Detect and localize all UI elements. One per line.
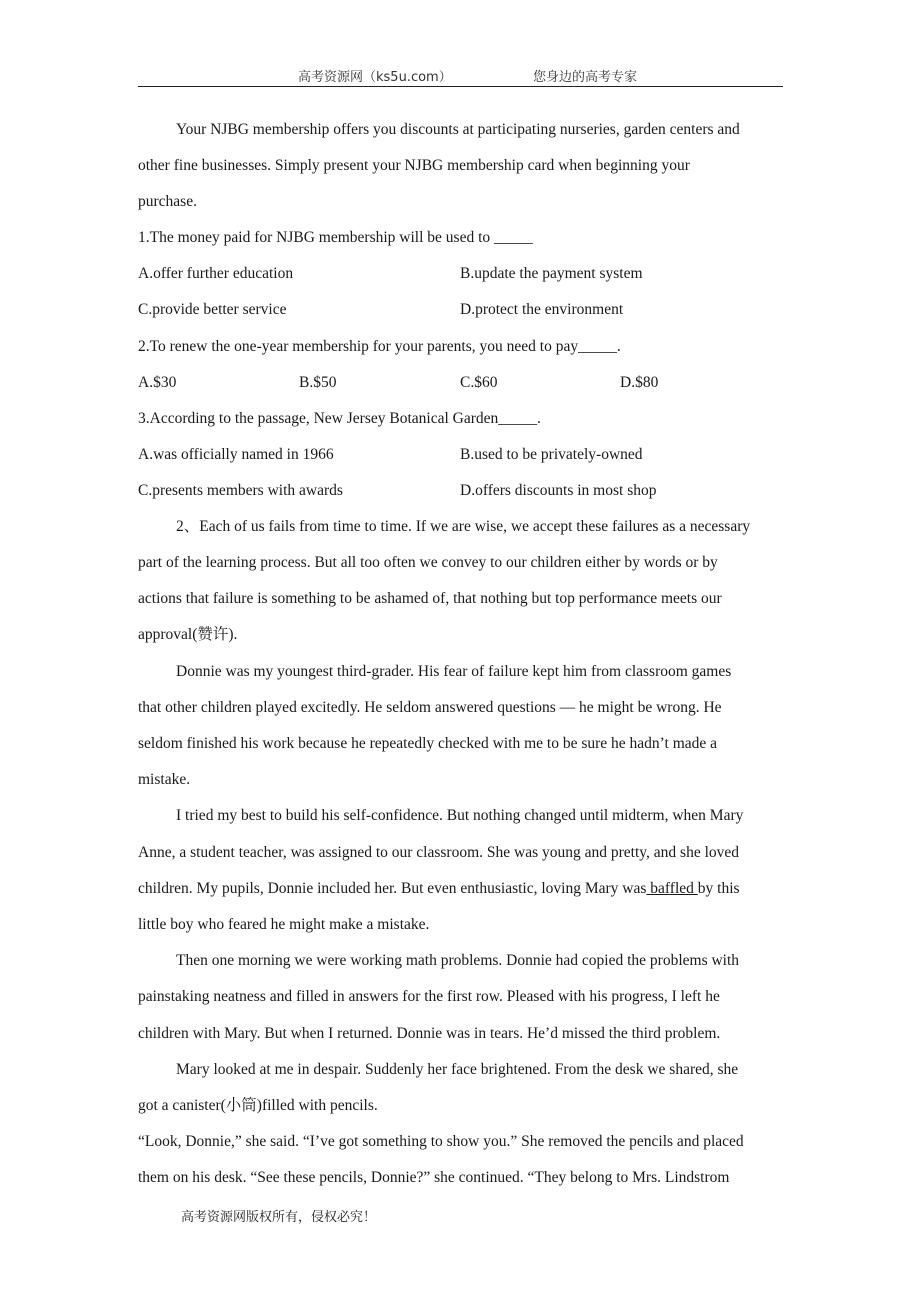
passage2-line: part of the learning process. But all too often we convey to our children either by words or by (138, 554, 718, 571)
passage2-line: Then one morning we were working math problems. Donnie had copied the problems with (176, 952, 740, 969)
passage2-line: “Look, Donnie,” she said. “I’ve got something to show you.” She removed the pencils and placed (138, 1133, 744, 1150)
question-2-option-c: C.$60 (460, 374, 498, 391)
passage2-line: Mary looked at me in despair. Suddenly her face brightened. From the desk we shared, she (176, 1061, 739, 1078)
question-1-option-a: A.offer further education (138, 265, 294, 282)
question-1-option-d: D.protect the environment (460, 301, 624, 318)
passage2-line: 2、Each of us fails from time to time. If we are wise, we accept these failures as a necessary (176, 518, 751, 535)
passage2-line: seldom finished his work because he repeatedly checked with me to be sure he hadn’t made a (138, 735, 718, 752)
underlined-word: baffled (646, 880, 698, 897)
passage2-line: Donnie was my youngest third-grader. His fear of failure kept him from classroom games (176, 663, 732, 680)
passage2-line: children with Mary. But when I returned. Donnie was in tears. He’d missed the third problem. (138, 1025, 721, 1042)
question-1-stem: 1.The money paid for NJBG membership will be used to _____ (138, 229, 533, 246)
line-text: children. My pupils, Donnie included her. But even enthusiastic, loving Mary was (138, 880, 647, 897)
question-3-stem: 3.According to the passage, New Jersey Botanical Garden_____. (138, 410, 541, 427)
passage2-line: that other children played excitedly. He seldom answered questions — he might be wrong. He (138, 699, 722, 716)
question-1-option-c: C.provide better service (138, 301, 287, 318)
page-header (138, 64, 783, 87)
question-3-option-a: A.was officially named in 1966 (138, 446, 334, 463)
passage2-line: them on his desk. “See these pencils, Donnie?” she continued. “They belong to Mrs. Lindstrom (138, 1169, 730, 1186)
header-source: 高考资源网（ks5u.com） (298, 70, 452, 85)
passage2-line: painstaking neatness and filled in answers for the first row. Pleased with his progress, I left he (138, 988, 720, 1005)
question-2-option-b: B.$50 (299, 374, 337, 391)
passage1-line: other fine businesses. Simply present your NJBG membership card when beginning your (138, 157, 690, 174)
passage1-line: Your NJBG membership offers you discounts at participating nurseries, garden centers and (176, 121, 740, 138)
passage2-line: little boy who feared he might make a mistake. (138, 916, 430, 933)
passage2-line: Anne, a student teacher, was assigned to our classroom. She was young and pretty, and she loved (138, 844, 740, 861)
line-text: by this (697, 880, 740, 897)
passage2-line (138, 879, 783, 899)
passage2-line: actions that failure is something to be ashamed of, that nothing but top performance meets our (138, 590, 722, 607)
question-2-option-d: D.$80 (620, 374, 659, 391)
question-3-option-b: B.used to be privately-owned (460, 446, 643, 463)
passage2-line: mistake. (138, 771, 191, 788)
passage2-line: approval(赞许). (138, 626, 238, 643)
passage2-line: got a canister(小筒)filled with pencils. (138, 1097, 378, 1114)
question-2-stem: 2.To renew the one-year membership for your parents, you need to pay_____. (138, 338, 621, 355)
passage1-line: purchase. (138, 193, 197, 210)
question-3-option-c: C.presents members with awards (138, 482, 343, 499)
page-footer: 高考资源网版权所有，侵权必究！ (181, 1210, 377, 1225)
question-2-option-a: A.$30 (138, 374, 177, 391)
question-3-option-d: D.offers discounts in most shop (460, 482, 657, 499)
question-1-option-b: B.update the payment system (460, 265, 643, 282)
passage2-line: I tried my best to build his self-confidence. But nothing changed until midterm, when Mary (176, 807, 744, 824)
header-slogan: 您身边的高考专家 (533, 70, 638, 85)
